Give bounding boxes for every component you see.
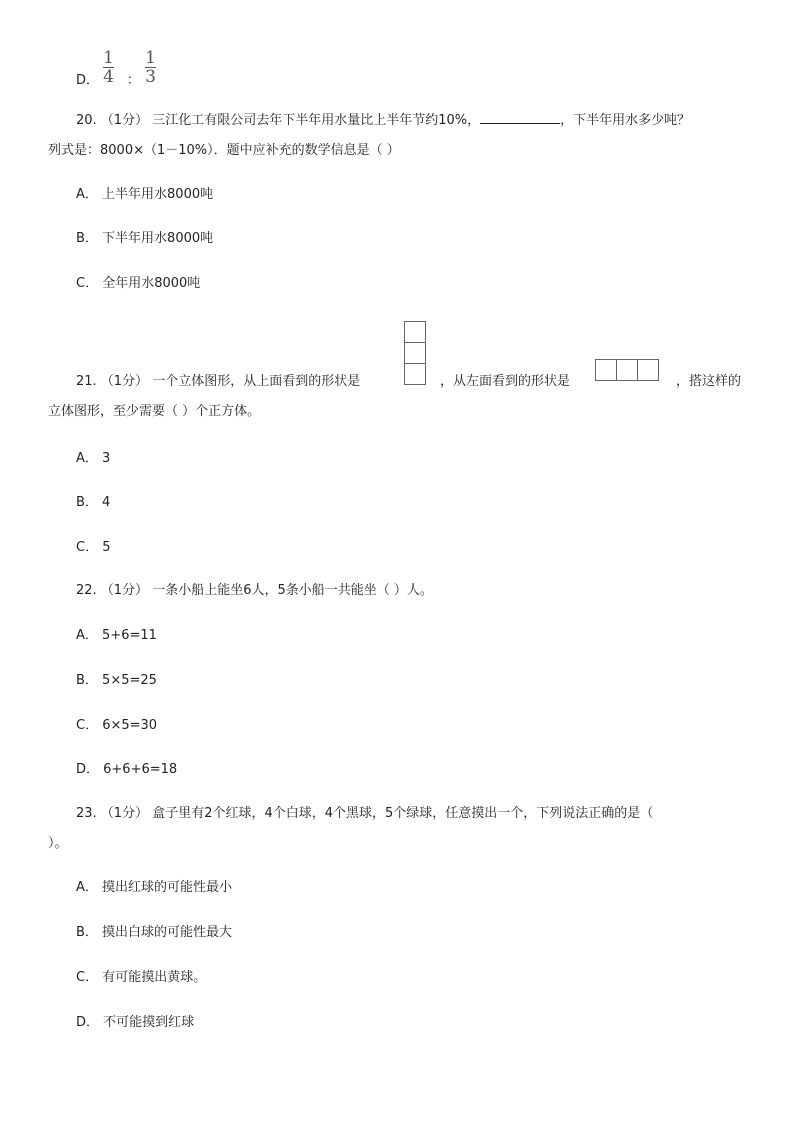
- q20-stem-part2: ，下半年用水多少吨？: [560, 113, 691, 128]
- q21-stem-part3: ，搭这样的: [676, 374, 742, 389]
- fill-in-blank[interactable]: [480, 111, 560, 124]
- q22-stem: 22. （1分） 一条小船上能坐6人，5条小船一共能坐（ ）人。: [76, 583, 433, 598]
- cube-square: [637, 359, 659, 381]
- fraction-numerator: 1: [103, 48, 114, 68]
- q23-option-b[interactable]: B． 摸出白球的可能性最大: [76, 925, 233, 940]
- q20-stem-line1: [76, 111, 690, 130]
- q21-stem-part2: ，从左面看到的形状是: [440, 374, 571, 389]
- q21-option-b[interactable]: B． 4: [76, 495, 111, 510]
- fraction-one-third: [145, 50, 156, 85]
- cube-square: [404, 342, 426, 364]
- fraction-one-quarter: [103, 50, 114, 85]
- cube-square: [595, 359, 617, 381]
- q20-option-c[interactable]: C． 全年用水8000吨: [76, 276, 201, 291]
- fraction-denominator: 4: [103, 67, 114, 87]
- ratio-separator: ：: [127, 73, 141, 88]
- fraction-denominator: 3: [145, 67, 156, 87]
- fraction-numerator: 1: [145, 48, 156, 68]
- q22-option-c[interactable]: C． 6×5=30: [76, 718, 158, 733]
- q21-option-a[interactable]: A． 3: [76, 451, 111, 466]
- q22-option-a[interactable]: A． 5+6=11: [76, 628, 157, 643]
- q20-option-b[interactable]: B． 下半年用水8000吨: [76, 231, 214, 246]
- cube-square: [404, 321, 426, 343]
- q20-stem-line2: 列式是：8000×（1－10%）．题中应补充的数学信息是（ ）: [48, 143, 400, 158]
- cube-square: [404, 363, 426, 385]
- q23-option-c[interactable]: C． 有可能摸出黄球。: [76, 970, 207, 985]
- q22-option-b[interactable]: B． 5×5=25: [76, 673, 157, 688]
- q20-option-a[interactable]: A． 上半年用水8000吨: [76, 187, 214, 202]
- q21-stem-line2: 立体图形，至少需要（ ）个正方体。: [48, 404, 261, 419]
- q23-option-d[interactable]: D． 不可能摸到红球: [76, 1015, 195, 1030]
- q20-stem-part1: 20. （1分） 三江化工有限公司去年下半年用水量比上半年节约10%，: [76, 113, 481, 128]
- q21-option-c[interactable]: C． 5: [76, 540, 111, 555]
- q21-stem-part1: 21. （1分） 一个立体图形，从上面看到的形状是: [76, 374, 361, 389]
- q23-stem-line2: ）。: [48, 836, 68, 851]
- q23-option-a[interactable]: A． 摸出红球的可能性最小: [76, 880, 233, 895]
- q22-option-d[interactable]: D． 6+6+6=18: [76, 762, 178, 777]
- cube-square: [616, 359, 638, 381]
- q23-stem-line1: 23. （1分） 盒子里有2个红球，4个白球，4个黑球，5个绿球，任意摸出一个，下列说法正确的是（: [76, 806, 654, 821]
- q19-option-d-label: D．: [76, 73, 100, 88]
